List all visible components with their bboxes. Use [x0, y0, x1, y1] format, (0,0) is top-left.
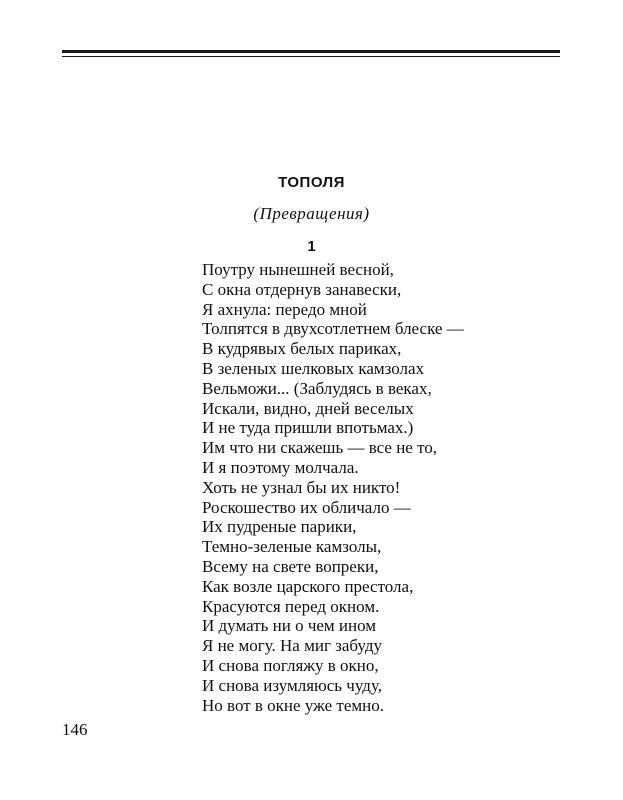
poem-line: Поутру нынешней весной,	[202, 260, 394, 279]
poem-line: И думать ни о чем ином	[202, 616, 377, 636]
poem-title: ТОПОЛЯ	[278, 174, 345, 191]
poem-line: В зеленых шелковых камзолах	[202, 358, 425, 378]
poem-line: Хоть не узнал бы их никто!	[202, 477, 401, 497]
poem-line: И снова изумляюсь чуду,	[202, 675, 382, 695]
poem-line: С окна отдернув занавески,	[202, 279, 402, 299]
poem-line: Толпятся в двухсотлетнем блеске —	[202, 319, 464, 339]
poem-line: И я поэтому молчала.	[202, 457, 359, 477]
poem-body	[202, 260, 464, 715]
poem-line: Красуются перед окном.	[202, 596, 380, 616]
poem-line: Я не могу. На миг забуду	[202, 636, 383, 656]
header-rule-thick	[62, 50, 560, 53]
poem-line: Как возле царского престола,	[202, 576, 414, 596]
poem-line: И снова погляжу в окно,	[202, 655, 379, 675]
poem-subtitle: (Превращения)	[253, 204, 370, 223]
header-rule-thin	[62, 56, 560, 57]
poem-line: Им что ни скажешь — все не то,	[202, 438, 438, 458]
page-number: 146	[62, 720, 88, 739]
poem-line: Я ахнула: передо мной	[202, 299, 367, 319]
poem-line: Искали, видно, дней веселых	[202, 398, 414, 418]
poem-line: Всему на свете вопреки,	[202, 556, 379, 576]
poem-line: Роскошество их обличало —	[202, 497, 411, 517]
section-number: 1	[307, 238, 316, 255]
poem-line: Но вот в окне уже темно.	[202, 695, 384, 715]
poem-line: И не туда пришли впотьмах.)	[202, 418, 414, 438]
poem-line: Вельможи... (Заблудясь в веках,	[202, 378, 432, 398]
poem-line: Темно-зеленые камзолы,	[202, 537, 382, 557]
poem-line: В кудрявых белых париках,	[202, 339, 402, 359]
poem-line: Их пудреные парики,	[202, 517, 357, 537]
